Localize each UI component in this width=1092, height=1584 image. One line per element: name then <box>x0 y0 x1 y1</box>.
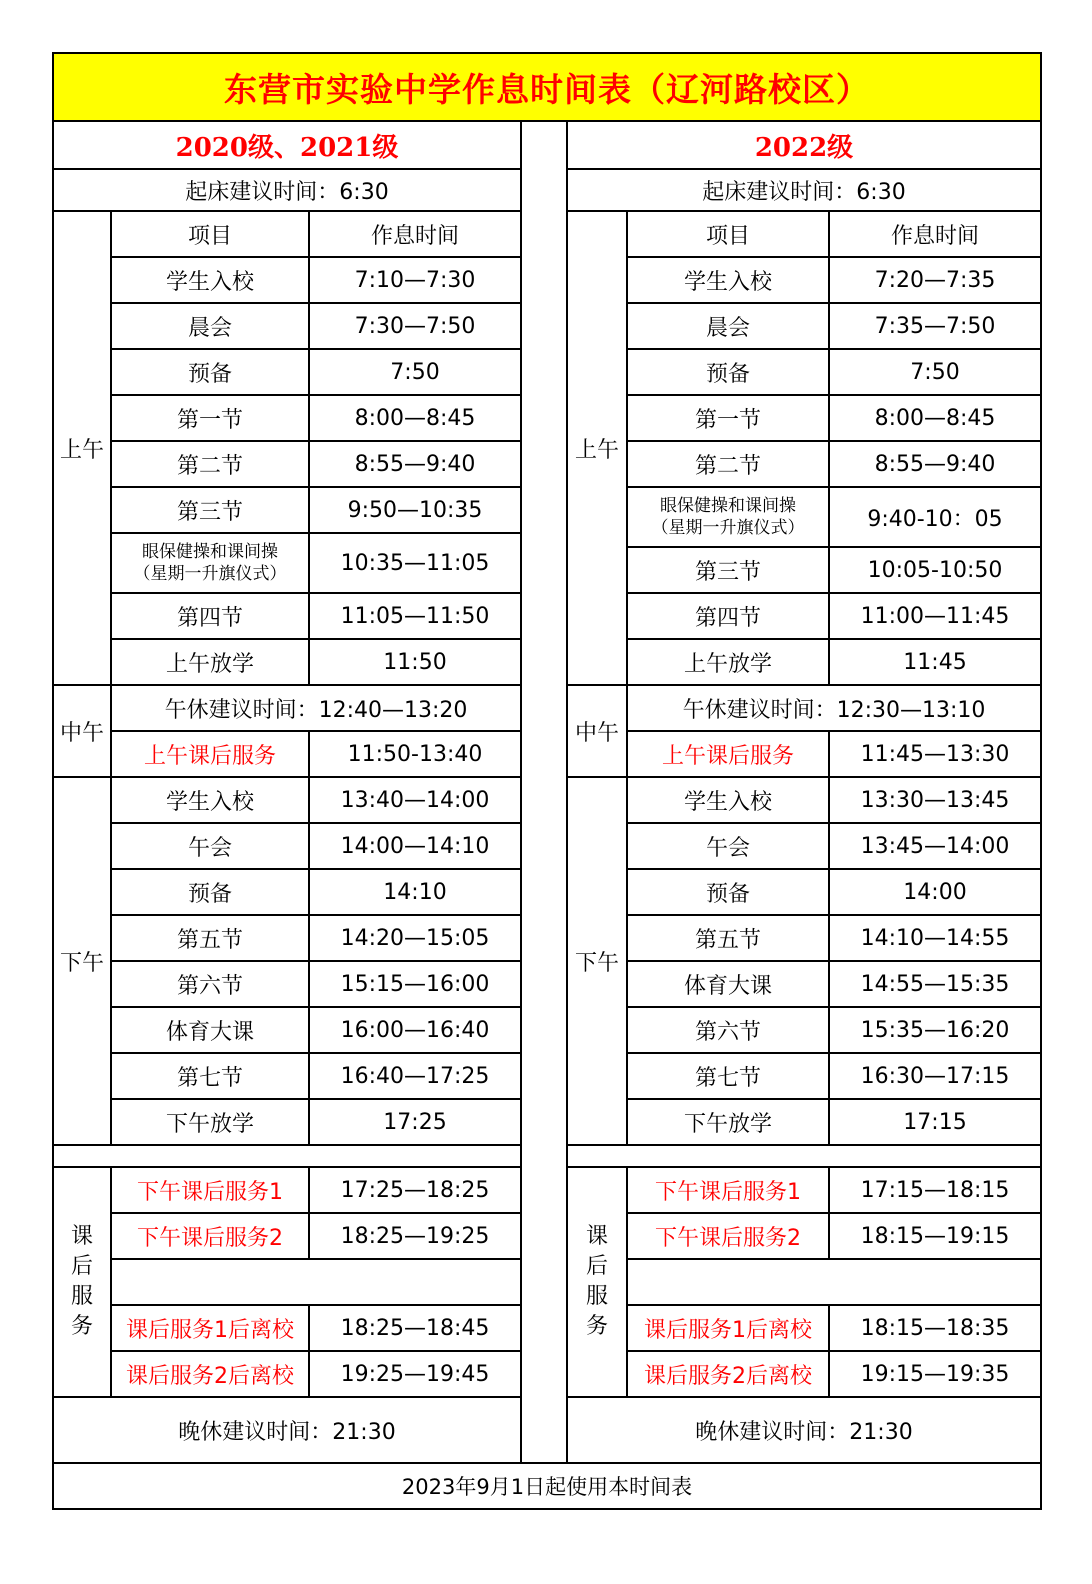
header-item: 项目 <box>112 212 310 258</box>
item-time: 14:00—14:10 <box>310 824 520 870</box>
service-item: 课后服务2后离校 <box>112 1352 310 1398</box>
service-time: 18:25—18:45 <box>310 1306 520 1352</box>
service-time: 17:25—18:25 <box>310 1168 520 1214</box>
service-time: 17:15—18:15 <box>830 1168 1040 1214</box>
item-name: 第七节 <box>112 1054 310 1100</box>
item-name: 第六节 <box>628 1008 830 1054</box>
item-time: 7:20—7:35 <box>830 258 1040 304</box>
noon-label: 中午 <box>568 686 628 778</box>
item-time: 8:00—8:45 <box>830 396 1040 442</box>
item-name: 预备 <box>628 870 830 916</box>
item-name-line2: （星期一升旗仪式） <box>133 564 287 584</box>
service-item: 课后服务2后离校 <box>628 1352 830 1398</box>
noon-service-time: 11:50-13:40 <box>310 732 520 778</box>
service-label-char: 课 <box>585 1224 608 1249</box>
service-label-char: 后 <box>70 1254 93 1279</box>
afternoon-label: 下午 <box>54 778 112 1146</box>
service-label <box>568 1168 628 1398</box>
item-name: 上午放学 <box>628 640 830 686</box>
item-name: 学生入校 <box>112 258 310 304</box>
item-time: 7:50 <box>310 350 520 396</box>
column-2020-2021 <box>54 122 522 1462</box>
blank-row <box>112 1260 520 1306</box>
item-name: 晨会 <box>112 304 310 350</box>
item-time: 8:55—9:40 <box>830 442 1040 488</box>
service-time: 19:15—19:35 <box>830 1352 1040 1398</box>
item-name: 晨会 <box>628 304 830 350</box>
wake-time: 起床建议时间：6:30 <box>568 170 1040 212</box>
morning-label: 上午 <box>54 212 112 686</box>
item-time: 7:10—7:30 <box>310 258 520 304</box>
item-name: 第三节 <box>112 488 310 534</box>
service-time: 18:15—18:35 <box>830 1306 1040 1352</box>
item-time: 8:55—9:40 <box>310 442 520 488</box>
item-time: 7:50 <box>830 350 1040 396</box>
item-time: 11:05—11:50 <box>310 594 520 640</box>
spacer-row <box>568 1146 1040 1168</box>
item-time: 14:10 <box>310 870 520 916</box>
item-name: 午会 <box>112 824 310 870</box>
item-time: 17:25 <box>310 1100 520 1146</box>
item-name: 体育大课 <box>628 962 830 1008</box>
item-time: 14:20—15:05 <box>310 916 520 962</box>
grade-heading: 2022级 <box>568 122 1040 170</box>
item-time: 7:35—7:50 <box>830 304 1040 350</box>
item-time: 10:35—11:05 <box>310 534 520 594</box>
wake-time: 起床建议时间：6:30 <box>54 170 520 212</box>
service-label-char: 务 <box>585 1314 608 1339</box>
item-name: 第五节 <box>112 916 310 962</box>
service-label-char: 服 <box>70 1284 93 1309</box>
item-time: 13:45—14:00 <box>830 824 1040 870</box>
item-time: 7:30—7:50 <box>310 304 520 350</box>
timetable-sheet <box>52 52 1042 1510</box>
header-time: 作息时间 <box>830 212 1040 258</box>
service-label-char: 后 <box>585 1254 608 1279</box>
item-name: 上午放学 <box>112 640 310 686</box>
item-name <box>112 534 310 594</box>
item-time: 16:00—16:40 <box>310 1008 520 1054</box>
noon-service-item: 上午课后服务 <box>112 732 310 778</box>
service-item: 课后服务1后离校 <box>112 1306 310 1352</box>
header-time: 作息时间 <box>310 212 520 258</box>
noon-rest: 午休建议时间：12:40—13:20 <box>112 686 520 732</box>
spacer-row <box>54 1146 520 1168</box>
item-name: 下午放学 <box>112 1100 310 1146</box>
item-time: 13:30—13:45 <box>830 778 1040 824</box>
item-time: 11:45 <box>830 640 1040 686</box>
blank-row <box>628 1260 1040 1306</box>
service-time: 19:25—19:45 <box>310 1352 520 1398</box>
sleep-time: 晚休建议时间：21:30 <box>178 1419 396 1445</box>
service-label-char: 课 <box>70 1224 93 1249</box>
item-time: 11:50 <box>310 640 520 686</box>
service-item: 下午课后服务2 <box>628 1214 830 1260</box>
item-time: 15:15—16:00 <box>310 962 520 1008</box>
morning-label: 上午 <box>568 212 628 686</box>
service-label-char: 务 <box>70 1314 93 1339</box>
service-item: 下午课后服务1 <box>628 1168 830 1214</box>
item-name: 下午放学 <box>628 1100 830 1146</box>
footer-note: 2023年9月1日起使用本时间表 <box>54 1462 1040 1508</box>
item-name: 第四节 <box>628 594 830 640</box>
item-name: 第一节 <box>628 396 830 442</box>
item-time: 13:40—14:00 <box>310 778 520 824</box>
service-label <box>54 1168 112 1398</box>
item-name: 第一节 <box>112 396 310 442</box>
service-item: 课后服务1后离校 <box>628 1306 830 1352</box>
item-time: 9:50—10:35 <box>310 488 520 534</box>
column-gap <box>522 122 566 1462</box>
page-title: 东营市实验中学作息时间表（辽河路校区） <box>54 54 1040 122</box>
item-name: 第二节 <box>628 442 830 488</box>
header-item: 项目 <box>628 212 830 258</box>
item-name: 第六节 <box>112 962 310 1008</box>
item-name: 第四节 <box>112 594 310 640</box>
item-name: 预备 <box>112 870 310 916</box>
item-name: 第七节 <box>628 1054 830 1100</box>
item-time: 14:55—15:35 <box>830 962 1040 1008</box>
item-time: 11:00—11:45 <box>830 594 1040 640</box>
column-2022 <box>566 122 1040 1462</box>
item-name: 学生入校 <box>628 778 830 824</box>
item-name-line1: 眼保健操和课间操 <box>660 496 796 516</box>
noon-rest: 午休建议时间：12:30—13:10 <box>628 686 1040 732</box>
noon-label: 中午 <box>54 686 112 778</box>
service-time: 18:25—19:25 <box>310 1214 520 1260</box>
item-name: 预备 <box>628 350 830 396</box>
item-time: 9:40-10：05 <box>830 488 1040 548</box>
item-time: 16:40—17:25 <box>310 1054 520 1100</box>
item-name-line1: 眼保健操和课间操 <box>142 542 278 562</box>
item-name: 预备 <box>112 350 310 396</box>
item-name: 第五节 <box>628 916 830 962</box>
item-name: 学生入校 <box>112 778 310 824</box>
noon-service-item: 上午课后服务 <box>628 732 830 778</box>
service-label-char: 服 <box>585 1284 608 1309</box>
item-time: 14:10—14:55 <box>830 916 1040 962</box>
service-time: 18:15—19:15 <box>830 1214 1040 1260</box>
item-time: 15:35—16:20 <box>830 1008 1040 1054</box>
service-item: 下午课后服务2 <box>112 1214 310 1260</box>
item-name-line2: （星期一升旗仪式） <box>651 518 805 538</box>
item-time: 14:00 <box>830 870 1040 916</box>
service-item: 下午课后服务1 <box>112 1168 310 1214</box>
noon-service-time: 11:45—13:30 <box>830 732 1040 778</box>
item-name <box>628 488 830 548</box>
item-name: 第二节 <box>112 442 310 488</box>
grade-heading: 2020级、2021级 <box>54 122 520 170</box>
item-time: 17:15 <box>830 1100 1040 1146</box>
item-name: 体育大课 <box>112 1008 310 1054</box>
item-time: 10:05-10:50 <box>830 548 1040 594</box>
item-time: 8:00—8:45 <box>310 396 520 442</box>
item-name: 午会 <box>628 824 830 870</box>
item-time: 16:30—17:15 <box>830 1054 1040 1100</box>
afternoon-label: 下午 <box>568 778 628 1146</box>
sleep-time: 晚休建议时间：21:30 <box>695 1419 913 1445</box>
item-name: 学生入校 <box>628 258 830 304</box>
item-name: 第三节 <box>628 548 830 594</box>
